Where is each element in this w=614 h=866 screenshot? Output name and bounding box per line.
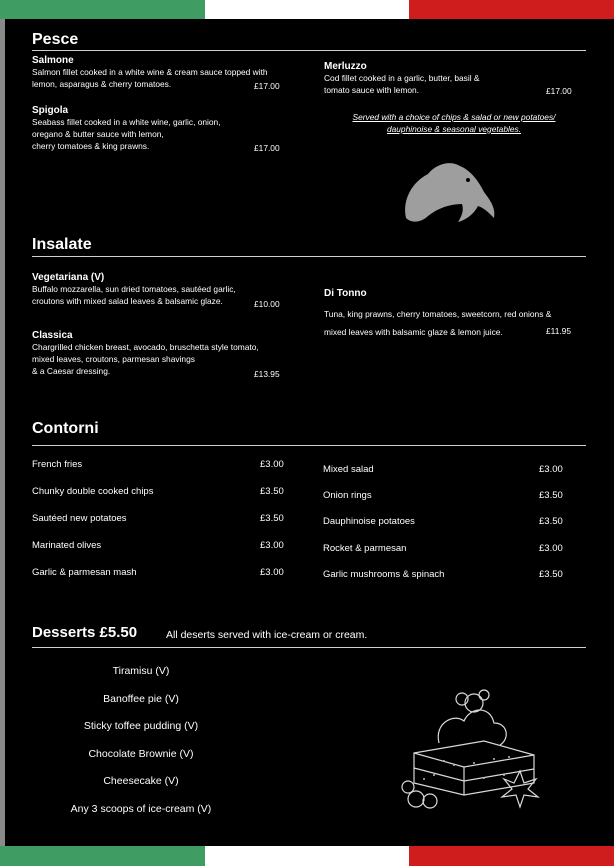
item-desc-line: cherry tomatoes & king prawns. [32, 141, 150, 151]
item-desc-line: mixed leaves with balsamic glaze & lemon juice. [324, 327, 503, 337]
item-desc-line: lemon, asparagus & cherry tomatoes. [32, 79, 172, 89]
italian-flag-bottom-band [0, 846, 614, 866]
side-dish-row [32, 567, 300, 578]
side-dish-row [323, 543, 579, 554]
side-dish-price: £3.50 [260, 513, 284, 524]
item-desc-line: tomato sauce with lemon. [324, 85, 419, 95]
divider-desserts [32, 647, 586, 648]
price-salmone: £17.00 [254, 81, 280, 91]
item-desc-line: Tuna, king prawns, cherry tomatoes, sweetcorn, red onions & [324, 309, 552, 319]
side-dish-price: £3.00 [539, 542, 563, 554]
item-name: Di Tonno [324, 288, 367, 299]
side-dish-name: French fries [32, 459, 83, 470]
item-desc-line: croutons with mixed salad leaves & balsamic glaze. [32, 296, 223, 306]
side-dish-row [323, 569, 579, 580]
dessert-item: Any 3 scoops of ice-cream (V) [70, 803, 212, 815]
item-desc-line: Cod fillet cooked in a garlic, butter, basil & [324, 73, 480, 83]
price-classica: £13.95 [254, 369, 280, 379]
side-dish-price: £3.50 [260, 486, 284, 497]
price-spigola: £17.00 [254, 143, 280, 153]
note-line: dauphinoise & seasonal vegetables. [386, 124, 522, 134]
dessert-item: Cheesecake (V) [103, 775, 179, 788]
note-line: Served with a choice of chips & salad or new potatoes/ [352, 112, 556, 122]
side-dish-name: Marinated olives [32, 540, 102, 551]
item-name: Classica [32, 330, 73, 341]
side-dish-price: £3.00 [539, 464, 563, 475]
price-di-tonno: £11.95 [546, 326, 571, 336]
desserts-subtitle: All deserts served with ice-cream or cream. [166, 629, 368, 641]
side-dish-name: Sautéed new potatoes [32, 513, 127, 524]
left-edge-strip [0, 19, 5, 846]
item-name: Merluzzo [324, 61, 367, 72]
section-title-contorni: Contorni [32, 420, 99, 437]
side-dish-name: Chunky double cooked chips [32, 486, 154, 497]
divider-pesce [32, 50, 586, 51]
side-dish-row [32, 513, 300, 524]
side-dish-name: Garlic & parmesan mash [32, 567, 137, 578]
side-dish-price: £3.00 [260, 459, 284, 470]
divider-contorni [32, 445, 586, 446]
dessert-item: Tiramisu (V) [112, 665, 170, 677]
item-desc-line: & a Caesar dressing. [32, 366, 111, 376]
item-desc-line: Buffalo mozzarella, sun dried tomatoes, sautéed garlic, [32, 284, 236, 294]
price-vegetariana: £10.00 [254, 299, 280, 309]
side-dish-price: £3.50 [539, 516, 563, 528]
item-desc-line: oregano & butter sauce with lemon, [32, 129, 164, 139]
side-dish-row [32, 540, 300, 551]
side-dish-name: Garlic mushrooms & spinach [323, 568, 445, 580]
italian-flag-top-band [0, 0, 614, 19]
side-dish-row [32, 459, 300, 470]
item-desc-line: Salmon fillet cooked in a white wine & cream sauce topped with [32, 67, 268, 77]
side-dish-name: Mixed salad [323, 464, 374, 475]
side-dish-row [323, 490, 579, 501]
fish-icon [398, 160, 500, 226]
dessert-item: Chocolate Brownie (V) [88, 747, 194, 760]
item-desc-line: mixed leaves, croutons, parmesan shavings [32, 354, 195, 364]
pesce-serving-note [324, 111, 584, 135]
side-dish-price: £3.50 [539, 490, 563, 502]
side-dish-row [32, 486, 300, 497]
item-desc-line: Seabass fillet cooked in a white wine, garlic, onion, [32, 117, 221, 127]
divider-insalate [32, 256, 586, 257]
side-dish-row [323, 464, 579, 475]
item-name: Vegetariana (V) [32, 272, 105, 283]
section-title-pesce: Pesce [32, 31, 79, 48]
side-dish-name: Dauphinoise potatoes [323, 516, 415, 528]
side-dish-name: Rocket & parmesan [323, 542, 407, 554]
item-desc-line: Chargrilled chicken breast, avocado, bruschetta style tomato, [32, 342, 259, 352]
price-merluzzo: £17.00 [546, 86, 572, 96]
side-dish-price: £3.00 [260, 540, 284, 551]
menu-item-merluzzo [324, 61, 584, 96]
side-dish-price: £3.00 [260, 567, 284, 578]
dessert-item: Banoffee pie (V) [103, 692, 179, 705]
side-dish-name: Onion rings [323, 490, 372, 502]
section-title-desserts: Desserts £5.50 [32, 624, 138, 641]
item-name: Salmone [32, 55, 74, 66]
side-dish-row [323, 516, 579, 527]
side-dish-price: £3.50 [539, 568, 563, 580]
section-title-insalate: Insalate [32, 236, 92, 253]
dessert-illustration-icon [384, 683, 554, 813]
item-name: Spigola [32, 105, 69, 116]
dessert-item: Sticky toffee pudding (V) [83, 720, 199, 733]
